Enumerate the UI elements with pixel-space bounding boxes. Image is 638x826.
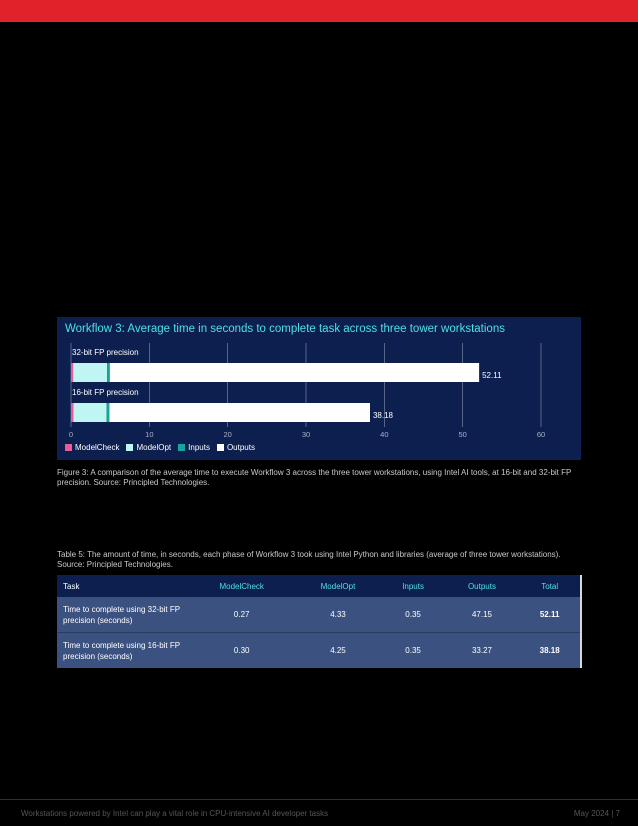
bar-outputs (109, 403, 370, 422)
footer-divider (0, 799, 638, 800)
total-data-label: 52.11 (482, 371, 502, 380)
chart-panel (57, 317, 581, 460)
legend-label: Outputs (226, 443, 255, 452)
page-number: May 2024 | 7 (573, 809, 620, 818)
figure-caption: Figure 3: A comparison of the average time to execute Workflow 3 across the three tower workstations, using Intel AI tools, at 16-bit and 32-bit FP precision. Source: Principled Technologies. (57, 468, 572, 487)
table-caption: Table 5: The amount of time, in seconds, each phase of Workflow 3 took using Intel Python and libraries (average of three tower workstations). Source: Principled Technologies. (57, 550, 561, 569)
top-red-bar (0, 0, 638, 22)
x-tick-label: 30 (301, 430, 311, 439)
legend-swatch (217, 444, 224, 451)
legend-item-inputs (178, 443, 210, 452)
header-outputs: Outputs (445, 575, 520, 597)
modelcheck-cell: 0.27 (189, 597, 294, 633)
bar-modelopt (73, 363, 107, 382)
chart-title: Workflow 3: Average time in seconds to complete task across three tower workstations (65, 323, 505, 335)
legend-swatch (178, 444, 185, 451)
legend-swatch (126, 444, 133, 451)
bar-modelcheck (71, 403, 73, 422)
header-task: Task (57, 575, 189, 597)
inputs-cell: 0.35 (382, 633, 445, 669)
header-modelcheck: ModelCheck (189, 575, 294, 597)
task-cell: Time to complete using 16-bit FP precision (seconds) (57, 633, 189, 669)
x-tick-label: 50 (458, 430, 467, 439)
x-tick-label: 60 (536, 430, 546, 439)
bar-inputs (107, 403, 110, 422)
legend-label: Inputs (188, 443, 210, 452)
legend-label: ModelCheck (75, 443, 120, 452)
outputs-cell: 47.15 (445, 597, 520, 633)
bar-outputs (110, 363, 479, 382)
inputs-cell: 0.35 (382, 597, 445, 633)
x-tick-label: 40 (380, 430, 389, 439)
x-tick-label: 20 (223, 430, 232, 439)
modelopt-cell: 4.25 (294, 633, 381, 669)
category-label: 32-bit FP precision (72, 348, 139, 357)
footer-text: Workstations powered by Intel can play a vital role in CPU-intensive AI developer tasks (21, 809, 329, 818)
header-total: Total (519, 575, 581, 597)
table-header-row (57, 575, 581, 597)
header-inputs: Inputs (382, 575, 445, 597)
legend-item-modelcheck (65, 443, 119, 452)
total-data-label: 38.18 (372, 411, 394, 420)
table-row (57, 597, 581, 633)
bar-modelcheck (71, 363, 73, 382)
x-tick-label: 10 (145, 430, 154, 439)
chart-legend (65, 443, 255, 452)
data-table (57, 575, 582, 668)
bar-inputs (107, 363, 110, 382)
total-cell: 52.11 (519, 597, 581, 633)
header-modelopt: ModelOpt (294, 575, 381, 597)
legend-label: ModelOpt (136, 443, 172, 452)
task-cell: Time to complete using 32-bit FP precision (seconds) (57, 597, 189, 633)
category-label: 16-bit FP precision (72, 388, 139, 397)
legend-item-modelopt (126, 443, 171, 452)
outputs-cell: 33.27 (445, 633, 520, 669)
x-tick-label: 0 (68, 430, 74, 439)
legend-item-outputs (217, 443, 255, 452)
bar-chart (57, 317, 581, 460)
legend-swatch (65, 444, 72, 451)
modelcheck-cell: 0.30 (189, 633, 294, 669)
modelopt-cell: 4.33 (294, 597, 381, 633)
bar-modelopt (73, 403, 106, 422)
total-cell: 38.18 (519, 633, 581, 669)
table-row (57, 633, 581, 669)
